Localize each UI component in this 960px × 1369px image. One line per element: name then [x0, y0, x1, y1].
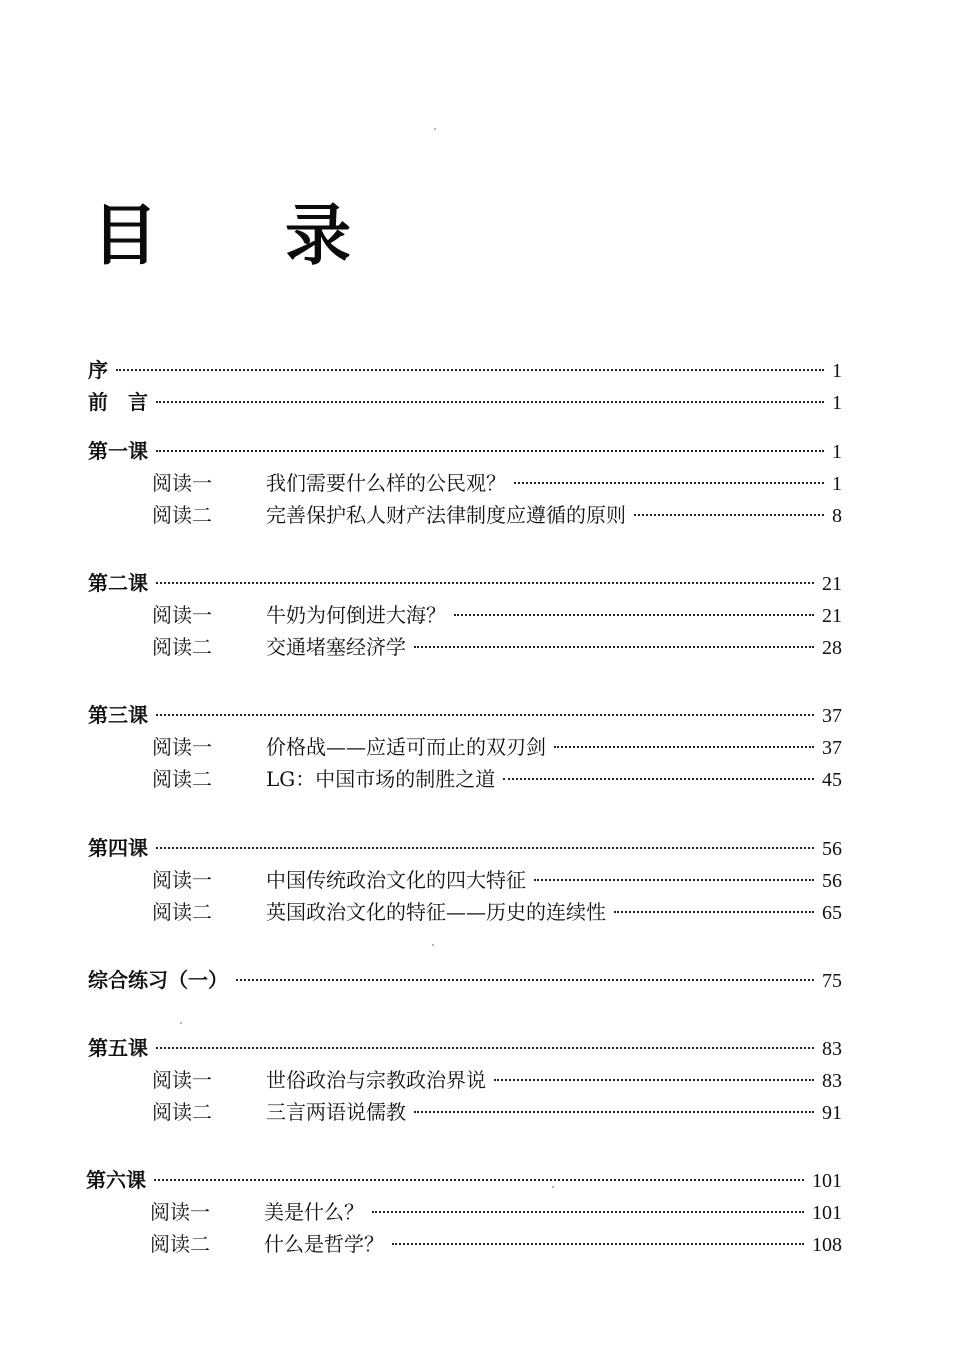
dot-leader [156, 847, 814, 849]
toc-page-number: 101 [812, 1202, 842, 1224]
dot-leader [156, 582, 814, 584]
toc-page-number: 8 [832, 505, 842, 527]
dot-leader [534, 879, 814, 881]
reading-heading: 美是什么？ [264, 1200, 364, 1224]
toc-entry-reading[interactable] [152, 633, 842, 661]
reading-heading: 价格战——应适可而止的双刃剑 [266, 735, 546, 759]
reading-label: 阅读一 [152, 868, 212, 892]
toc-entry-reading[interactable] [152, 601, 842, 629]
dot-leader [614, 911, 814, 913]
reading-heading: 三言两语说儒教 [266, 1100, 406, 1124]
toc-entry-label: 第四课 [88, 836, 148, 860]
toc-page-number: 37 [822, 705, 842, 727]
reading-label: 阅读二 [152, 900, 212, 924]
toc-entry-reading[interactable] [152, 1066, 842, 1094]
reading-label: 阅读一 [152, 735, 212, 759]
reading-heading: 世俗政治与宗教政治界说 [266, 1068, 486, 1092]
reading-label: 阅读一 [152, 1068, 212, 1092]
reading-label: 阅读一 [152, 471, 212, 495]
toc-page-number: 1 [832, 392, 842, 414]
toc-page-number: 56 [822, 870, 842, 892]
toc-page-number: 37 [822, 737, 842, 759]
toc-page-number: 108 [812, 1234, 842, 1256]
toc-entry-reading[interactable] [152, 469, 842, 497]
toc-page-number: 65 [822, 902, 842, 924]
toc-entry-lesson-3[interactable] [88, 701, 842, 729]
dot-leader [554, 746, 814, 748]
toc-entry-label: 第一课 [88, 439, 148, 463]
toc-page-number: 45 [822, 769, 842, 791]
toc-entry-label: 第五课 [88, 1036, 148, 1060]
reading-label: 阅读一 [152, 603, 212, 627]
reading-heading: LG：中国市场的制胜之道 [266, 767, 496, 791]
toc-page-number: 1 [832, 360, 842, 382]
dot-leader [514, 482, 824, 484]
toc-entry-reading[interactable] [150, 1198, 842, 1226]
dot-leader [236, 979, 814, 981]
reading-heading: 交通堵塞经济学 [266, 635, 406, 659]
scan-speck [432, 944, 434, 946]
dot-leader [414, 1111, 814, 1113]
toc-entry-label: 第三课 [88, 703, 148, 727]
toc-entry-reading[interactable] [150, 1230, 842, 1258]
dot-leader [634, 514, 824, 516]
toc-entry-review-1[interactable] [88, 966, 842, 994]
reading-heading: 牛奶为何倒进大海？ [266, 603, 446, 627]
dot-leader [494, 1079, 814, 1081]
toc-entry-label: 前 言 [88, 390, 148, 414]
reading-label: 阅读二 [152, 1100, 212, 1124]
toc-page-number: 83 [822, 1038, 842, 1060]
scan-speck [552, 1186, 554, 1188]
page-title: 目 录 [92, 197, 403, 274]
dot-leader [372, 1211, 804, 1213]
toc-entry-lesson-5[interactable] [88, 1034, 842, 1062]
toc-page-number: 21 [822, 573, 842, 595]
scan-speck [434, 128, 436, 130]
toc-entry-lesson-4[interactable] [88, 834, 842, 862]
reading-heading: 英国政治文化的特征——历史的连续性 [266, 900, 606, 924]
reading-heading: 中国传统政治文化的四大特征 [266, 868, 526, 892]
reading-heading: 完善保护私人财产法律制度应遵循的原则 [266, 503, 626, 527]
dot-leader [156, 450, 824, 452]
dot-leader [503, 778, 814, 780]
toc-page-number: 1 [832, 441, 842, 463]
reading-label: 阅读二 [152, 635, 212, 659]
toc-entry-reading[interactable] [152, 765, 842, 793]
dot-leader [414, 646, 814, 648]
toc-page-number: 28 [822, 637, 842, 659]
toc-entry-reading[interactable] [152, 733, 842, 761]
toc-entry-reading[interactable] [152, 501, 842, 529]
reading-label: 阅读一 [150, 1200, 210, 1224]
toc-page-number: 91 [822, 1102, 842, 1124]
dot-leader [454, 614, 814, 616]
toc-entry-reading[interactable] [152, 898, 842, 926]
toc-entry-lesson-1[interactable] [88, 437, 842, 465]
reading-label: 阅读二 [152, 767, 212, 791]
toc-page-number: 75 [822, 970, 842, 992]
dot-leader [154, 1179, 804, 1181]
toc-entry-foreword[interactable] [88, 388, 842, 416]
dot-leader [392, 1243, 804, 1245]
toc-page-number: 1 [832, 473, 842, 495]
reading-heading: 我们需要什么样的公民观？ [266, 471, 506, 495]
dot-leader [156, 714, 814, 716]
toc-page-number: 21 [822, 605, 842, 627]
dot-leader [116, 369, 824, 371]
toc-page-number: 56 [822, 838, 842, 860]
reading-label: 阅读二 [150, 1232, 210, 1256]
toc-entry-lesson-6[interactable] [86, 1166, 842, 1194]
dot-leader [156, 1047, 814, 1049]
toc-entry-label: 序 [88, 358, 108, 382]
toc-entry-reading[interactable] [152, 866, 842, 894]
toc-entry-label: 第六课 [86, 1168, 146, 1192]
scan-speck [180, 1022, 182, 1024]
dot-leader [156, 401, 824, 403]
toc-entry-label: 第二课 [88, 571, 148, 595]
toc-entry-preface[interactable] [88, 356, 842, 384]
toc-entry-label: 综合练习（一） [88, 968, 228, 992]
toc-entry-reading[interactable] [152, 1098, 842, 1126]
toc-entry-lesson-2[interactable] [88, 569, 842, 597]
toc-page-number: 83 [822, 1070, 842, 1092]
reading-heading: 什么是哲学？ [264, 1232, 384, 1256]
toc-page-number: 101 [812, 1170, 842, 1192]
reading-label: 阅读二 [152, 503, 212, 527]
